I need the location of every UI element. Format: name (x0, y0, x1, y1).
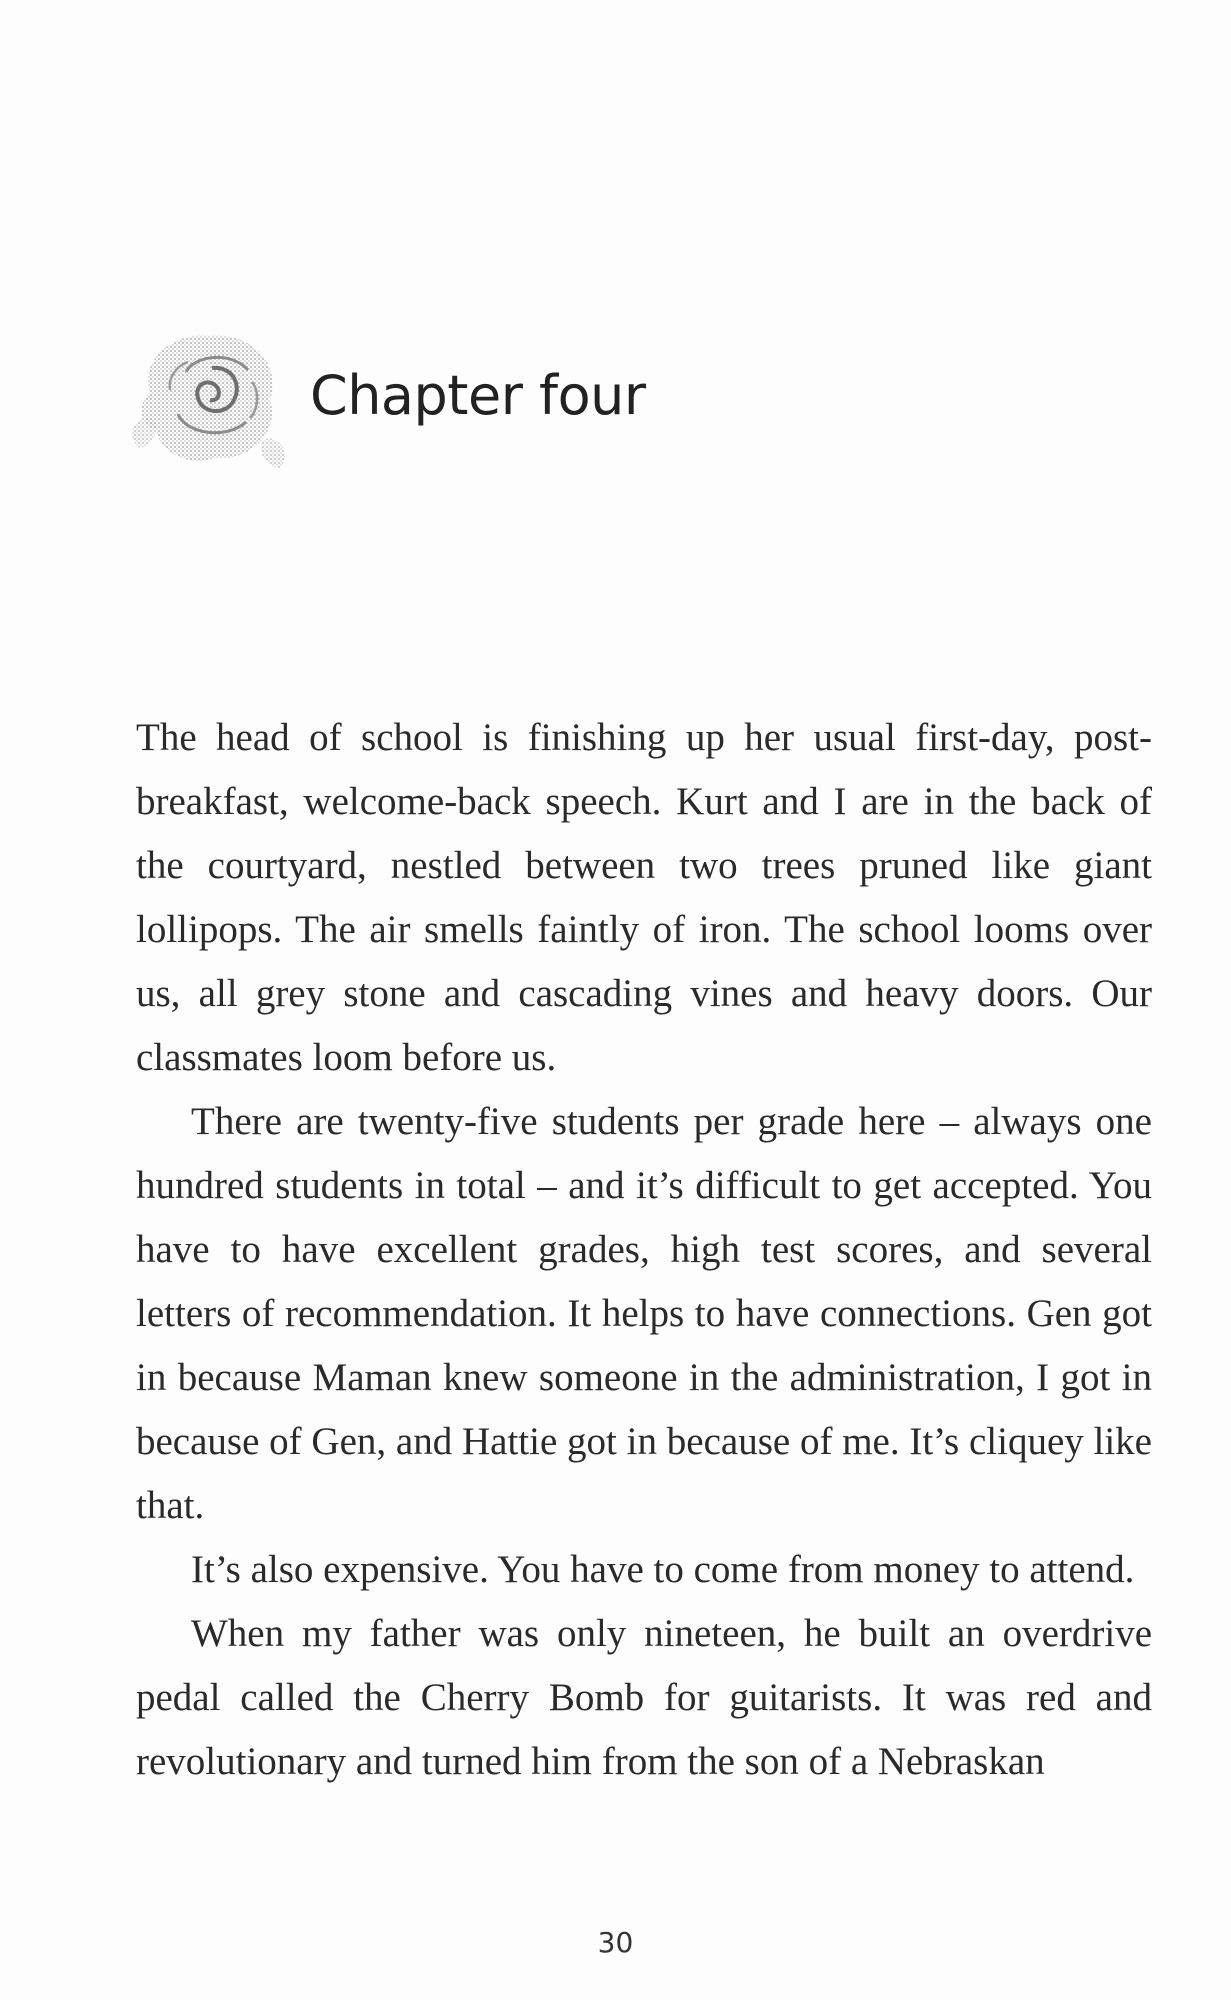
page-number: 30 (597, 1926, 634, 1959)
rose-icon (130, 322, 290, 472)
chapter-title: Chapter four (310, 364, 646, 427)
body-text (136, 706, 1152, 1794)
paragraph: When my father was only nineteen, he built an overdrive pedal called the Cherry Bomb for guitarists. It was red and revolutionary and turned him from the son of a Nebraskan (136, 1612, 1152, 1783)
chapter-heading (130, 322, 830, 472)
paragraph: There are twenty-five students per grade here – always one hundred students in total – and it’s difficult to get accepted. You have to have excellent grades, high test scores, and several letters of recommendation. It helps to have connections. Gen got in because Maman knew someone in the administration, I got in because of Gen, and Hattie got in because of me. It’s cliquey like that. (136, 1100, 1152, 1527)
paragraph: The head of school is finishing up her usual first-day, post-breakfast, welcome-back speech. Kurt and I are in the back of the courtyard, nestled between two trees pruned like giant lollipops. The air smells faintly of iron. The school looms over us, all grey stone and cascading vines and heavy doors. Our classmates loom before us. (136, 716, 1152, 1079)
paragraph: It’s also expensive. You have to come from money to attend. (191, 1548, 1135, 1591)
